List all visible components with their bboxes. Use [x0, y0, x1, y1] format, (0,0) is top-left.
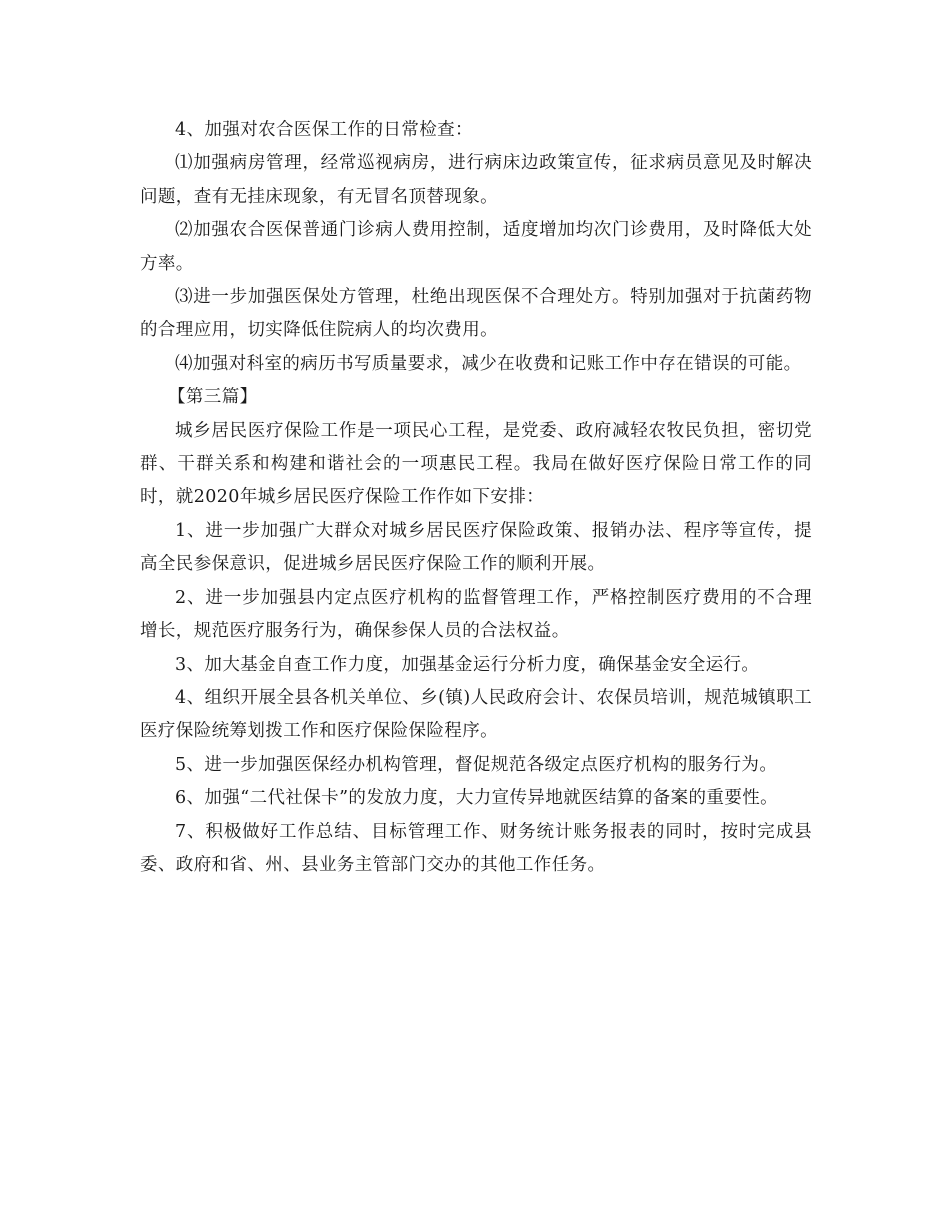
section-intro-paragraph: 城乡居民医疗保险工作是一项民心工程，是党委、政府减轻农牧民负担，密切党群、干群关系和构建和谐社会的一项惠民工程。我局在做好医疗保险日常工作的同时，就2020年城乡居民医疗保险工作作如下安排：	[140, 420, 812, 508]
section-item-2: 2、进一步加强县内定点医疗机构的监督管理工作，严格控制医疗费用的不合理增长，规范医疗服务行为，确保参保人员的合法权益。	[140, 587, 812, 642]
paragraph-sub-item-4: ⑷加强对科室的病历书写质量要求，减少在收费和记账工作中存在错误的可能。	[175, 353, 802, 374]
section-item-3: 3、加大基金自查工作力度，加强基金运行分析力度，确保基金安全运行。	[175, 654, 760, 675]
section-item-1: 1、进一步加强广大群众对城乡居民医疗保险政策、报销办法、程序等宣传，提高全民参保意识，促进城乡居民医疗保险工作的顺利开展。	[140, 520, 812, 575]
paragraph-sub-item-1: ⑴加强病房管理，经常巡视病房，进行病床边政策宣传，征求病员意见及时解决问题，查有无挂床现象，有无冒名顶替现象。	[140, 153, 812, 207]
section-item-5: 5、进一步加强医保经办机构管理，督促规范各级定点医疗机构的服务行为。	[175, 754, 778, 775]
section-item-6: 6、加强“二代社保卡”的发放力度，大力宣传异地就医结算的备案的重要性。	[175, 788, 779, 809]
paragraph-sub-item-3: ⑶进一步加强医保处方管理，杜绝出现医保不合理处方。特别加强对于抗菌药物的合理应用，切实降低住院病人的均次费用。	[140, 287, 812, 341]
section-item-7: 7、积极做好工作总结、目标管理工作、财务统计账务报表的同时，按时完成县委、政府和省、州、县业务主管部门交办的其他工作任务。	[140, 821, 812, 875]
section-item-4: 4、组织开展全县各机关单位、乡(镇)人民政府会计、农保员培训，规范城镇职工医疗保险统筹划拨工作和医疗保险保险程序。	[140, 687, 812, 742]
paragraph-sub-item-2: ⑵加强农合医保普通门诊病人费用控制，适度增加均次门诊费用，及时降低大处方率。	[140, 220, 812, 274]
paragraph-item-4-heading: 4、加强对农合医保工作的日常检查：	[175, 120, 473, 140]
document-body	[140, 114, 812, 882]
section-title: 【第三篇】	[168, 387, 258, 408]
